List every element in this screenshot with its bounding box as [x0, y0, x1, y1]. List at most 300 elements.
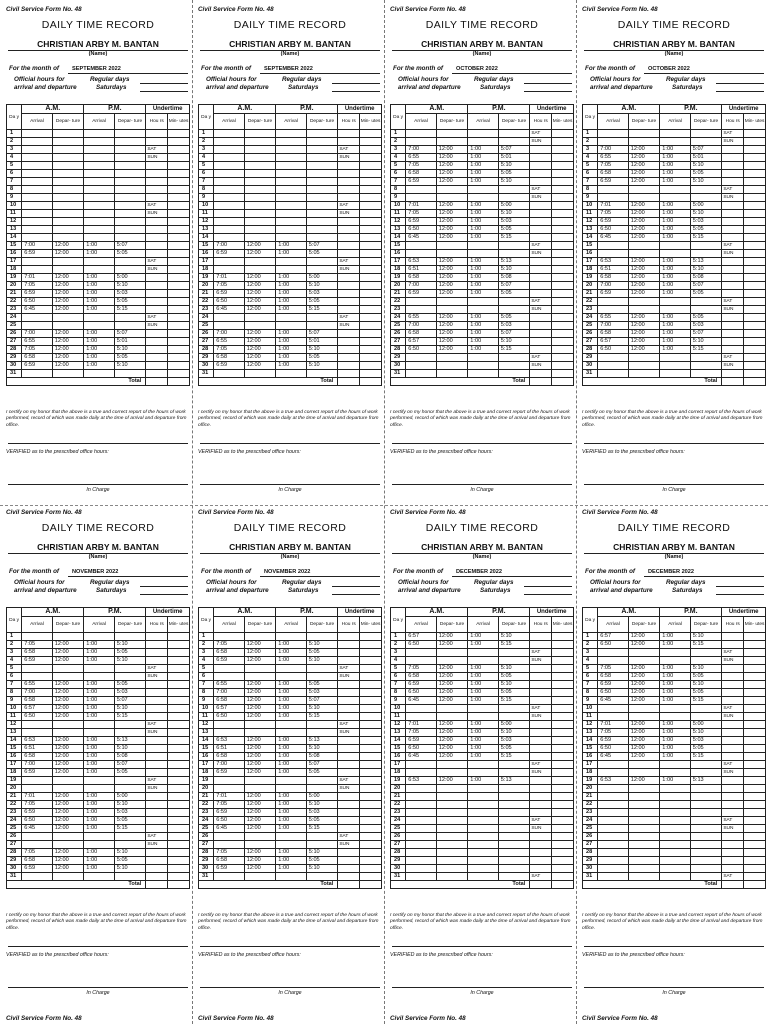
am-arrival-cell: [22, 154, 52, 162]
day-cell: 24: [391, 817, 406, 825]
table-row: [199, 657, 382, 665]
am-departure-cell: 12:00: [628, 202, 660, 210]
table-row: [7, 266, 190, 274]
table-row: [199, 234, 382, 242]
pm-header: P.M.: [660, 105, 722, 114]
day-cell: 20: [7, 282, 22, 290]
table-row: [583, 873, 766, 881]
day-cell: 15: [583, 745, 598, 753]
pm-arrival-cell: 1:00: [276, 242, 306, 250]
total-label: Total: [7, 378, 146, 386]
day-cell: 25: [391, 825, 406, 833]
undertime-hours-cell: [338, 745, 360, 753]
am-arrival-cell: [22, 162, 52, 170]
day-cell: 5: [7, 665, 22, 673]
arrival-departure-label: arrival and departure: [206, 587, 269, 594]
pm-arrival-cell: [660, 809, 690, 817]
am-departure-cell: 12:00: [52, 657, 84, 665]
am-arrival-cell: [22, 322, 52, 330]
undertime-hours-cell: [530, 745, 552, 753]
pm-arrival-cell: 1:00: [660, 729, 690, 737]
table-row: [7, 761, 190, 769]
pm-departure-cell: 5:05: [690, 314, 722, 322]
day-cell: 2: [583, 641, 598, 649]
am-arrival-cell: 7:01: [406, 202, 436, 210]
undertime-minutes-cell: [360, 705, 382, 713]
table-row: [7, 226, 190, 234]
pm-departure-cell: 5:10: [498, 633, 530, 641]
undertime-hours-cell: SAT: [530, 242, 552, 250]
day-cell: 25: [583, 322, 598, 330]
day-cell: 30: [391, 865, 406, 873]
day-cell: 9: [583, 697, 598, 705]
pm-header: P.M.: [660, 608, 722, 617]
am-departure-cell: [52, 154, 84, 162]
am-arrival-cell: [214, 130, 244, 138]
pm-departure-cell: [690, 306, 722, 314]
table-row: [7, 162, 190, 170]
am-departure-cell: 12:00: [628, 282, 660, 290]
pm-arrival-cell: [276, 673, 306, 681]
undertime-minutes-cell: [168, 777, 190, 785]
undertime-minutes-cell: [552, 729, 574, 737]
pm-departure-cell: [690, 130, 722, 138]
table-row: [391, 801, 574, 809]
table-row: [199, 218, 382, 226]
undertime-minutes-cell: [744, 266, 766, 274]
day-cell: 21: [199, 290, 214, 298]
undertime-minutes-cell: [360, 362, 382, 370]
undertime-minutes-cell: [744, 178, 766, 186]
pm-arrival-cell: 1:00: [468, 777, 498, 785]
table-row: [7, 330, 190, 338]
day-cell: 22: [199, 801, 214, 809]
month-line: [260, 576, 380, 577]
arrival-departure-label: arrival and departure: [14, 587, 77, 594]
am-arrival-cell: [22, 777, 52, 785]
undertime-hours-cell: SAT: [146, 146, 168, 154]
am-departure-cell: 12:00: [244, 649, 276, 657]
form-title: DAILY TIME RECORD: [617, 19, 731, 31]
regular-days-line: [140, 83, 188, 84]
table-row: [391, 729, 574, 737]
pm-departure-cell: [690, 713, 722, 721]
day-cell: 19: [7, 777, 22, 785]
am-departure-cell: [52, 370, 84, 378]
table-row: [7, 234, 190, 242]
pm-arrival-cell: [468, 809, 498, 817]
undertime-hours-cell: [722, 665, 744, 673]
am-departure-cell: [244, 841, 276, 849]
am-arrival-cell: 6:55: [598, 154, 628, 162]
pm-departure-cell: [690, 250, 722, 258]
am-arrival-cell: [406, 657, 436, 665]
saturdays-line: [332, 91, 380, 92]
am-departure-cell: 12:00: [628, 290, 660, 298]
undertime-hours-cell: SAT: [722, 817, 744, 825]
pm-arrival-cell: 1:00: [660, 322, 690, 330]
day-cell: 28: [391, 346, 406, 354]
table-row: [391, 657, 574, 665]
day-cell: 21: [199, 793, 214, 801]
day-cell: 25: [7, 825, 22, 833]
day-cell: 19: [199, 274, 214, 282]
table-row: [583, 825, 766, 833]
am-departure-cell: 12:00: [52, 705, 84, 713]
am-departure-cell: [628, 761, 660, 769]
am-departure-cell: 12:00: [52, 354, 84, 362]
am-arrival-cell: 6:59: [406, 218, 436, 226]
pm-arrival-cell: [276, 186, 306, 194]
am-departure-cell: 12:00: [52, 290, 84, 298]
undertime-hours-cell: [146, 282, 168, 290]
undertime-minutes-cell: [168, 729, 190, 737]
pm-departure-cell: 5:10: [498, 681, 530, 689]
pm-arrival-cell: 1:00: [84, 817, 114, 825]
pm-arrival-cell: 1:00: [660, 226, 690, 234]
pm-departure-cell: [114, 210, 146, 218]
am-departure-cell: 12:00: [52, 793, 84, 801]
table-row: [583, 753, 766, 761]
pm-departure-cell: 5:10: [306, 849, 338, 857]
am-arrival-cell: [406, 362, 436, 370]
table-row: [391, 138, 574, 146]
undertime-hours-cell: [530, 338, 552, 346]
am-departure-cell: [628, 849, 660, 857]
table-row: [583, 282, 766, 290]
undertime-hours-cell: [338, 633, 360, 641]
table-row: [7, 314, 190, 322]
am-departure-cell: 12:00: [628, 266, 660, 274]
undertime-minutes-cell: [744, 250, 766, 258]
time-record-table: [582, 607, 766, 889]
table-row: [199, 202, 382, 210]
day-cell: 20: [583, 785, 598, 793]
am-arrival-cell: 7:01: [22, 793, 52, 801]
undertime-hours-cell: SAT: [722, 705, 744, 713]
table-row: [391, 673, 574, 681]
undertime-minutes-cell: [744, 370, 766, 378]
am-departure-cell: [244, 202, 276, 210]
am-departure-cell: 12:00: [52, 761, 84, 769]
am-arrival-cell: 6:51: [214, 745, 244, 753]
undertime-hours-cell: [146, 865, 168, 873]
am-departure-cell: 12:00: [436, 290, 468, 298]
saturdays-line: [140, 91, 188, 92]
am-arrival-cell: [406, 817, 436, 825]
table-row: [583, 849, 766, 857]
am-departure-cell: 12:00: [52, 681, 84, 689]
am-arrival-cell: [214, 370, 244, 378]
am-departure-cell: 12:00: [628, 753, 660, 761]
day-cell: 2: [199, 641, 214, 649]
am-departure-cell: [52, 841, 84, 849]
day-cell: 16: [583, 753, 598, 761]
am-arrival-cell: [22, 729, 52, 737]
am-departure-cell: 12:00: [436, 777, 468, 785]
undertime-minutes-cell: [168, 681, 190, 689]
day-cell: 6: [583, 673, 598, 681]
undertime-hours-cell: [146, 649, 168, 657]
am-departure-cell: [628, 785, 660, 793]
day-cell: 26: [199, 330, 214, 338]
am-departure-cell: [244, 162, 276, 170]
table-row: [391, 218, 574, 226]
am-arrival-cell: [406, 649, 436, 657]
am-departure-cell: 12:00: [52, 649, 84, 657]
am-departure-cell: 12:00: [628, 745, 660, 753]
pm-arrival-cell: 1:00: [660, 330, 690, 338]
am-header: A.M.: [598, 608, 660, 617]
day-cell: 7: [199, 681, 214, 689]
pm-departure-cell: [498, 713, 530, 721]
am-arrival-cell: [22, 226, 52, 234]
pm-departure-cell: 5:08: [690, 274, 722, 282]
pm-departure-cell: [306, 841, 338, 849]
table-row: [7, 242, 190, 250]
day-header: Da y: [391, 608, 406, 633]
table-row: [7, 657, 190, 665]
undertime-hours-cell: [722, 849, 744, 857]
cut-line-2: [384, 0, 385, 1024]
am-departure-cell: [628, 817, 660, 825]
undertime-hours-cell: SUN: [722, 194, 744, 202]
table-row: [7, 290, 190, 298]
pm-arrival-cell: [468, 865, 498, 873]
pm-departure-cell: [306, 154, 338, 162]
am-departure-cell: [436, 242, 468, 250]
am-departure-cell: 12:00: [244, 761, 276, 769]
undertime-minutes-cell: [552, 202, 574, 210]
am-departure-cell: 12:00: [244, 865, 276, 873]
am-departure-cell: 12:00: [436, 673, 468, 681]
am-departure-cell: 12:00: [52, 306, 84, 314]
certification-text: I certify on my honor that the above is a true and correct report of the hours of work performed, record of which was made daily at the time of arrival and departure from office.: [390, 410, 571, 428]
pm-departure-cell: [690, 761, 722, 769]
pm-departure-cell: 5:10: [690, 633, 722, 641]
undertime-minutes-cell: [552, 705, 574, 713]
am-arrival-cell: [598, 849, 628, 857]
am-departure-cell: 12:00: [244, 338, 276, 346]
pm-departure-cell: [114, 226, 146, 234]
am-arrival-cell: [214, 178, 244, 186]
undertime-hours-cell: SAT: [146, 833, 168, 841]
in-charge-label: In Charge: [86, 487, 110, 493]
am-departure-cell: 12:00: [436, 338, 468, 346]
undertime-hours-cell: [530, 633, 552, 641]
am-arrival-cell: 7:05: [214, 801, 244, 809]
pm-arrival-cell: [468, 761, 498, 769]
pm-arrival-cell: [84, 873, 114, 881]
table-row: [583, 250, 766, 258]
am-arrival-cell: [22, 186, 52, 194]
pm-departure-cell: 5:10: [114, 282, 146, 290]
undertime-hours-cell: [722, 226, 744, 234]
am-arrival-header: Arrival: [214, 617, 244, 633]
table-row: [199, 649, 382, 657]
undertime-minutes-cell: [168, 218, 190, 226]
table-row: [7, 769, 190, 777]
undertime-minutes-cell: [552, 681, 574, 689]
undertime-hours-cell: [530, 210, 552, 218]
name-label: (Name): [472, 51, 492, 57]
table-row: [391, 753, 574, 761]
pm-departure-cell: [114, 777, 146, 785]
am-arrival-cell: 6:59: [214, 809, 244, 817]
undertime-hours-cell: SAT: [530, 649, 552, 657]
day-cell: 7: [391, 681, 406, 689]
pm-departure-cell: 5:07: [114, 761, 146, 769]
table-row: [391, 266, 574, 274]
pm-departure-cell: 5:00: [306, 793, 338, 801]
am-departure-cell: 12:00: [52, 737, 84, 745]
day-cell: 14: [7, 234, 22, 242]
pm-arrival-cell: [660, 873, 690, 881]
undertime-hours-cell: [146, 170, 168, 178]
undertime-minutes-cell: [168, 314, 190, 322]
am-departure-cell: 12:00: [52, 250, 84, 258]
am-departure-cell: [244, 186, 276, 194]
table-row: [391, 785, 574, 793]
table-row: [391, 370, 574, 378]
day-cell: 4: [7, 154, 22, 162]
am-arrival-cell: [406, 873, 436, 881]
day-cell: 7: [7, 178, 22, 186]
undertime-hours-cell: [338, 330, 360, 338]
undertime-hours-cell: SUN: [722, 138, 744, 146]
table-row: [199, 833, 382, 841]
day-cell: 1: [391, 130, 406, 138]
am-arrival-cell: [598, 362, 628, 370]
pm-arrival-cell: [276, 785, 306, 793]
am-departure-cell: 12:00: [244, 689, 276, 697]
am-arrival-cell: 6:45: [406, 234, 436, 242]
am-departure-cell: 12:00: [52, 282, 84, 290]
table-row: [391, 186, 574, 194]
employee-name: CHRISTIAN ARBY M. BANTAN: [421, 39, 543, 49]
undertime-minutes-cell: [168, 162, 190, 170]
regular-days-line: [524, 586, 572, 587]
day-cell: 22: [391, 298, 406, 306]
am-arrival-cell: [214, 873, 244, 881]
pm-departure-cell: 5:05: [498, 290, 530, 298]
undertime-minutes-cell: [168, 697, 190, 705]
undertime-hours-cell: SAT: [338, 721, 360, 729]
table-row: [199, 769, 382, 777]
table-row: [7, 258, 190, 266]
undertime-hours-cell: [722, 218, 744, 226]
pm-arrival-cell: 1:00: [468, 202, 498, 210]
undertime-header: Undertime: [146, 608, 190, 617]
pm-arrival-cell: [660, 761, 690, 769]
am-departure-cell: [628, 194, 660, 202]
undertime-hours-cell: [722, 833, 744, 841]
undertime-hours-cell: [530, 266, 552, 274]
undertime-hours-cell: [146, 242, 168, 250]
pm-departure-cell: 5:15: [690, 697, 722, 705]
day-cell: 20: [583, 282, 598, 290]
pm-arrival-cell: 1:00: [84, 801, 114, 809]
table-row: [199, 362, 382, 370]
day-cell: 11: [583, 210, 598, 218]
undertime-hours-cell: SUN: [530, 194, 552, 202]
am-departure-cell: 12:00: [628, 258, 660, 266]
am-departure-cell: 12:00: [244, 753, 276, 761]
pm-departure-cell: 5:13: [306, 737, 338, 745]
undertime-hours-cell: [722, 777, 744, 785]
undertime-minutes-cell: [552, 162, 574, 170]
pm-arrival-cell: [84, 785, 114, 793]
pm-arrival-cell: 1:00: [84, 649, 114, 657]
pm-departure-cell: 5:03: [114, 809, 146, 817]
pm-arrival-cell: 1:00: [276, 737, 306, 745]
am-departure-cell: [436, 785, 468, 793]
am-arrival-cell: [406, 825, 436, 833]
pm-arrival-cell: 1:00: [84, 338, 114, 346]
table-row: [391, 202, 574, 210]
am-departure-cell: [52, 178, 84, 186]
undertime-minutes-cell: [552, 130, 574, 138]
pm-arrival-cell: [276, 162, 306, 170]
undertime-minutes-cell: [744, 338, 766, 346]
undertime-hours-cell: [530, 801, 552, 809]
table-row: [391, 841, 574, 849]
pm-arrival-cell: [276, 210, 306, 218]
in-charge-signature-line: [8, 987, 188, 988]
am-departure-cell: 12:00: [436, 346, 468, 354]
am-departure-cell: 12:00: [436, 210, 468, 218]
undertime-minutes-cell: [360, 809, 382, 817]
am-departure-cell: [436, 841, 468, 849]
pm-arrival-cell: 1:00: [660, 737, 690, 745]
am-arrival-cell: [22, 210, 52, 218]
am-departure-cell: [244, 777, 276, 785]
table-row: [583, 138, 766, 146]
pm-departure-cell: 5:05: [114, 354, 146, 362]
day-cell: 23: [583, 306, 598, 314]
table-row: [583, 226, 766, 234]
pm-arrival-cell: [660, 186, 690, 194]
am-departure-cell: [436, 849, 468, 857]
am-departure-cell: [436, 362, 468, 370]
am-departure-header: Depar- ture: [436, 617, 468, 633]
day-cell: 26: [7, 833, 22, 841]
undertime-minutes-cell: [552, 865, 574, 873]
am-departure-cell: 12:00: [436, 737, 468, 745]
table-row: [583, 162, 766, 170]
pm-header: P.M.: [276, 105, 338, 114]
table-row: [391, 809, 574, 817]
am-arrival-cell: 6:50: [598, 745, 628, 753]
day-cell: 22: [199, 298, 214, 306]
day-cell: 22: [391, 801, 406, 809]
pm-departure-cell: [690, 354, 722, 362]
am-departure-cell: [436, 809, 468, 817]
undertime-hours-cell: [338, 705, 360, 713]
undertime-hours-cell: SUN: [338, 154, 360, 162]
pm-departure-cell: [498, 657, 530, 665]
am-arrival-cell: 6:57: [598, 338, 628, 346]
day-cell: 31: [391, 370, 406, 378]
pm-arrival-cell: 1:00: [276, 641, 306, 649]
undertime-header: Undertime: [338, 105, 382, 114]
pm-departure-cell: 5:07: [690, 282, 722, 290]
undertime-hours-cell: [338, 178, 360, 186]
table-row: [7, 721, 190, 729]
am-arrival-cell: 6:45: [406, 753, 436, 761]
pm-departure-cell: [114, 266, 146, 274]
undertime-minutes-cell: [168, 346, 190, 354]
